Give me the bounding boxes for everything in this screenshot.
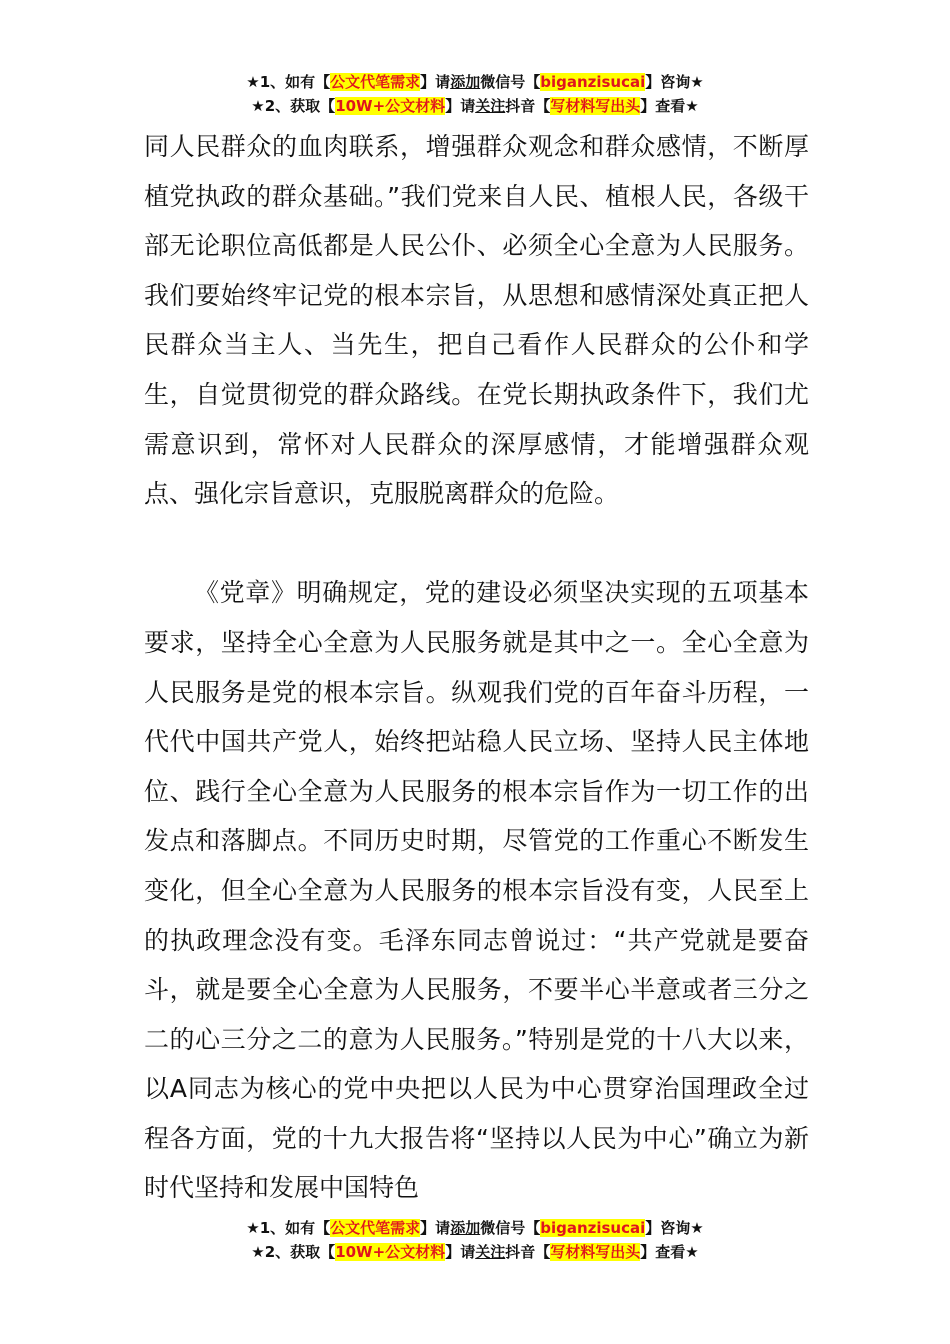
header-banner-line-1 [0, 70, 950, 94]
header-banner [0, 70, 950, 118]
banner-text: ★2、获取【 [251, 1243, 336, 1261]
banner-text: 抖音【 [505, 97, 551, 115]
banner-text: 】咨询★ [645, 73, 704, 91]
footer-banner [0, 1216, 950, 1264]
banner-text: 】查看★ [640, 97, 699, 115]
banner-underlined-text: 关注 [475, 1243, 506, 1261]
banner-underlined-text: 添加 [450, 1219, 481, 1237]
banner-highlight-materials: 10W+公文材料 [335, 97, 446, 115]
banner-text: 微信号【 [480, 73, 541, 91]
body-paragraph-1: 同人民群众的血肉联系，增强群众观念和群众感情，不断厚植党执政的群众基础。”我们党来自人民、植根人民，各级干部无论职位高低都是人民公仆、必须全心全意为人民服务。我们要始终牢记党的根本宗旨，从思想和感情深处真正把人民群众当主人、当先生，把自己看作人民群众的公仆和学生，自觉贯彻党的群众路线。在党长期执政条件下，我们尤需意识到，常怀对人民群众的深厚感情，才能增强群众观点、强化宗旨意识，克服脱离群众的危险。 [144, 132, 809, 509]
banner-text: ★2、获取【 [251, 97, 336, 115]
banner-highlight-douyin-account: 写材料写出头 [550, 97, 641, 115]
banner-text: ★1、如有【 [246, 1219, 331, 1237]
header-banner-line-2 [0, 94, 950, 118]
banner-underlined-text: 添加 [450, 73, 481, 91]
banner-highlight-wechat-id: biganzisucai [540, 1219, 646, 1237]
banner-text: 】请 [420, 1219, 451, 1237]
banner-underlined-text: 关注 [475, 97, 506, 115]
body-paragraph-2: 《党章》明确规定，党的建设必须坚决实现的五项基本要求，坚持全心全意为人民服务就是其中之一。全心全意为人民服务是党的根本宗旨。纵观我们党的百年奋斗历程，一代代中国共产党人，始终把站稳人民立场、坚持人民主体地位、践行全心全意为人民服务的根本宗旨作为一切工作的出发点和落脚点。不同历史时期，尽管党的工作重心不断发生变化，但全心全意为人民服务的根本宗旨没有变，人民至上的执政理念没有变。毛泽东同志曾说过：“共产党就是要奋斗，就是要全心全意为人民服务，不要半心半意或者三分之二的心三分之二的意为人民服务。”特别是党的十八大以来，以A同志为核心的党中央把以人民为中心贯穿治国理政全过程各方面，党的十九大报告将“坚持以人民为中心”确立为新时代坚持和发展中国特色 [144, 578, 809, 1203]
banner-highlight-ghostwriting: 公文代笔需求 [330, 1219, 421, 1237]
footer-banner-line-1 [0, 1216, 950, 1240]
banner-text: 微信号【 [480, 1219, 541, 1237]
banner-highlight-douyin-account: 写材料写出头 [550, 1243, 641, 1261]
banner-highlight-wechat-id: biganzisucai [540, 73, 646, 91]
banner-text: 】请 [445, 1243, 476, 1261]
banner-highlight-ghostwriting: 公文代笔需求 [330, 73, 421, 91]
banner-text: 】请 [445, 97, 476, 115]
banner-text: 】咨询★ [645, 1219, 704, 1237]
banner-text: 】查看★ [640, 1243, 699, 1261]
banner-text: ★1、如有【 [246, 73, 331, 91]
footer-banner-line-2 [0, 1240, 950, 1264]
document-body [144, 122, 809, 1213]
banner-text: 抖音【 [505, 1243, 551, 1261]
banner-highlight-materials: 10W+公文材料 [335, 1243, 446, 1261]
banner-text: 】请 [420, 73, 451, 91]
